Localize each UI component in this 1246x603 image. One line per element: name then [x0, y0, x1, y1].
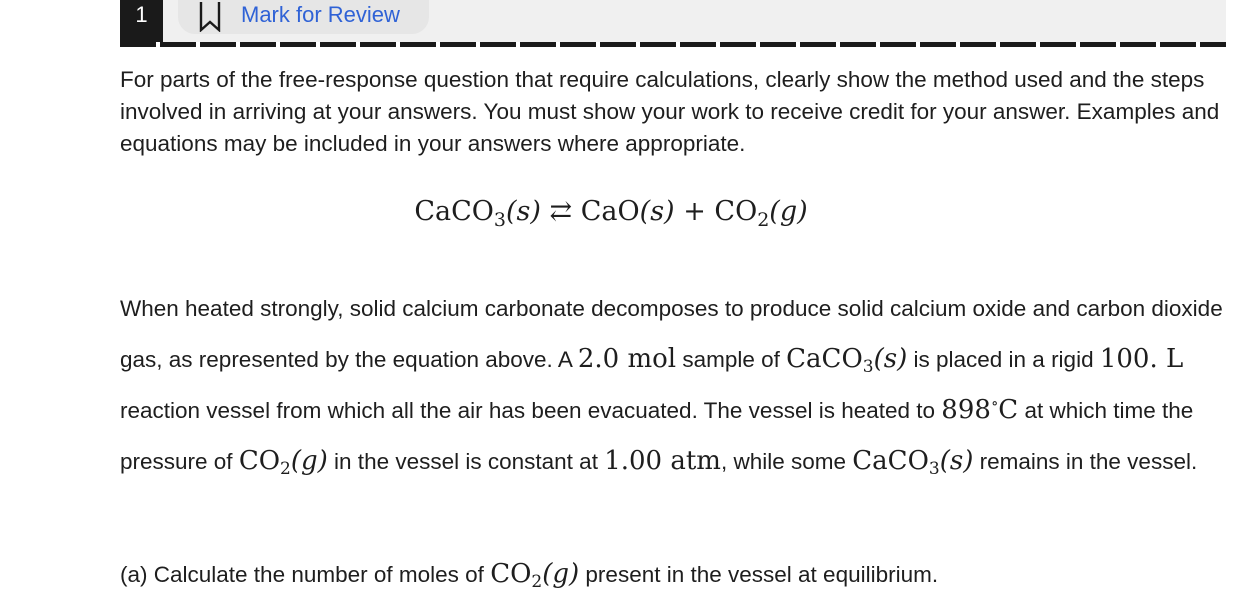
- product2-state: (g): [769, 196, 808, 227]
- passage-text: is placed in a rigid: [907, 347, 1100, 372]
- reactant-subscript: 3: [493, 209, 506, 231]
- part-a-text: (a) Calculate the number of moles of: [120, 562, 491, 587]
- reactant-state: (s): [506, 196, 541, 227]
- mark-for-review-label: Mark for Review: [241, 2, 400, 27]
- volume-value: 100. L: [1099, 344, 1184, 374]
- problem-passage: [120, 284, 1236, 487]
- pressure-value: 1.00 atm: [604, 446, 721, 476]
- passage-text: reaction vessel from which all the air has been evacuated. The vessel is heated to: [120, 398, 942, 423]
- passage-text: sample of: [676, 347, 787, 372]
- instructions-text: For parts of the free-response question that require calculations, clearly show the method used and the steps involved in arriving at your answers. You must show your work to receive credit for your answer. Examples and equations may be included in your answers where appropriate.: [120, 67, 1220, 156]
- question-number: 1: [120, 0, 163, 38]
- part-a-text: present in the vessel at equilibrium.: [579, 562, 939, 587]
- equilibrium-arrow: ⇄: [549, 196, 573, 227]
- header-divider: [120, 42, 1226, 47]
- passage-text: at which time the pressure of: [120, 398, 1194, 474]
- passage-text: in the vessel is constant at: [327, 449, 605, 474]
- reactant-formula: CaCO: [414, 196, 494, 227]
- part-a-question: [120, 552, 1226, 597]
- co2-formula: $CO_2(g)$: [238, 446, 328, 479]
- caco3-formula: CaCO$_3$(s): [852, 446, 974, 479]
- co2-formula: $CO_2(g)$: [490, 559, 580, 592]
- product1-state: (s): [639, 196, 675, 227]
- bookmark-icon: [198, 0, 222, 32]
- amount-value: 2.0 mol: [577, 344, 677, 374]
- product2-formula: CO: [714, 196, 758, 227]
- passage-text: When heated strongly, solid calcium carbonate decomposes to produce solid calcium oxide and carbon dioxide gas, as represented by the equation above. A: [120, 296, 1223, 372]
- product1-formula: CaO: [580, 196, 640, 227]
- mark-for-review-button[interactable]: [178, 0, 429, 34]
- reaction-equation: [54, 192, 1168, 240]
- passage-text: , while some: [720, 449, 853, 474]
- passage-text: remains in the vessel.: [973, 449, 1198, 474]
- product2-subscript: 2: [757, 209, 770, 231]
- temperature-value: 898∘C: [941, 394, 1019, 425]
- caco3-formula: CaCO$_3$(s): [786, 344, 908, 377]
- plus-sign: +: [683, 196, 706, 227]
